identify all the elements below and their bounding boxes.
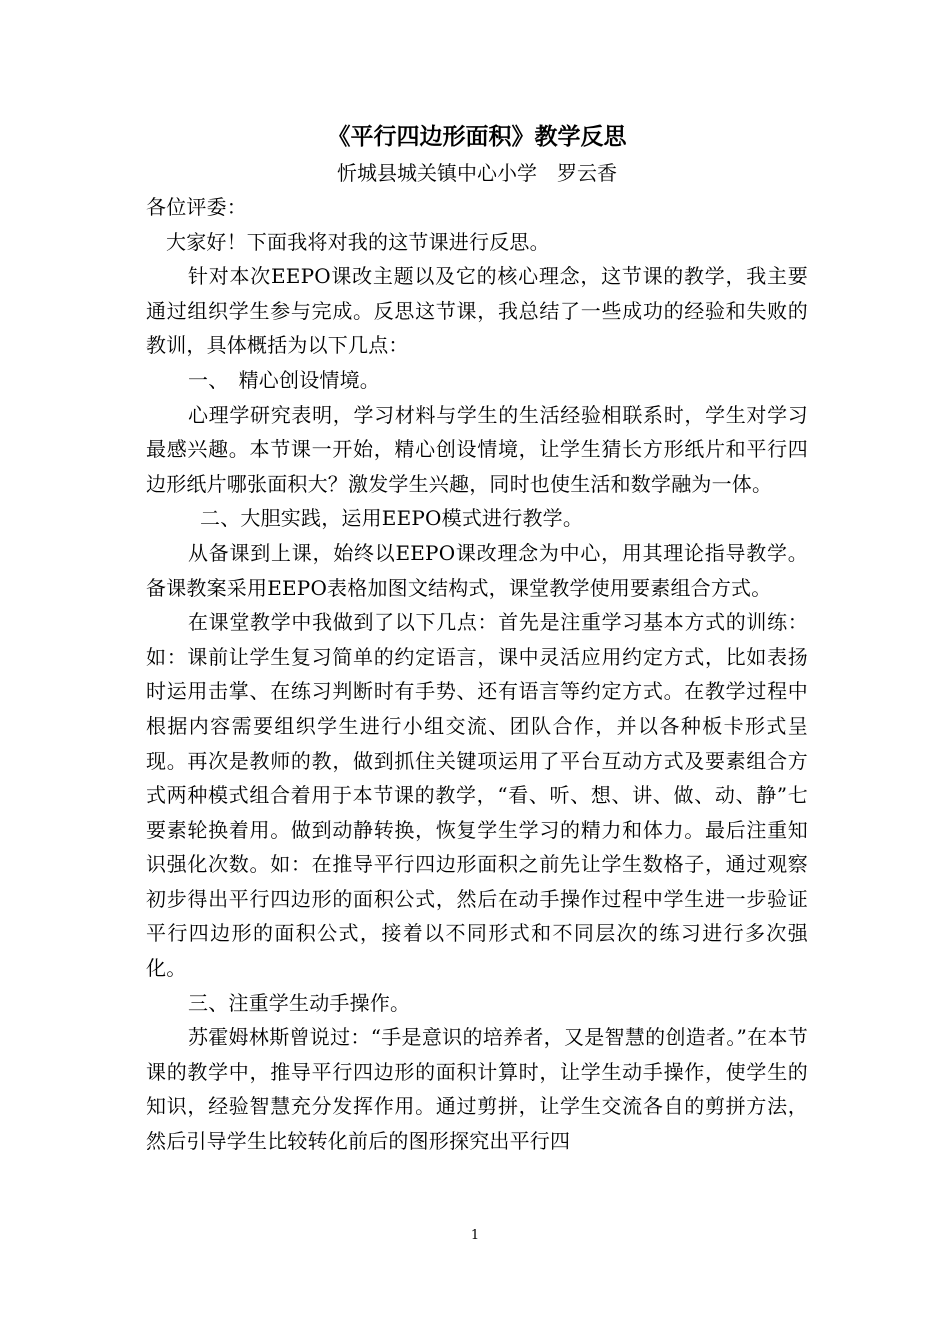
paragraph-section-1: 心理学研究表明，学习材料与学生的生活经验相联系时，学生对学习最感兴趣。本节课一开始，精心创设情境，让学生猜长方形纸片和平行四边形纸片哪张面积大？激发学生兴趣，同时也使生活和数学融为一体。 bbox=[146, 402, 808, 496]
section-heading-2: 二、大胆实践，运用EEPO模式进行教学。 bbox=[200, 506, 584, 531]
document-body bbox=[146, 118, 808, 1159]
paragraph-intro: 针对本次EEPO课改主题以及它的核心理念，这节课的教学，我主要通过组织学生参与完成。反思这节课，我总结了一些成功的经验和失败的教训，具体概括为以下几点： bbox=[146, 264, 808, 358]
paragraph-opening: 大家好！下面我将对我的这节课进行反思。 bbox=[166, 229, 550, 254]
paragraph-section-2b: 在课堂教学中我做到了以下几点：首先是注重学习基本方式的训练：如：课前让学生复习简单的约定语言，课中灵活应用约定方式，比如表扬时运用击掌、在练习判断时有手势、还有语言等约定方式。在教学过程中根据内容需要组织学生进行小组交流、团队合作，并以各种板卡形式呈现。再次是教师的教，做到抓住关键项运用了平台互动方式及要素组合方式两种模式组合着用于本节课的教学，“看、听、想、讲、做、动、静”七要素轮换着用。做到动静转换，恢复学生学习的精力和体力。最后注重知识强化次数。如：在推导平行四边形面积之前先让学生数格子，通过观察初步得出平行四边形的面积公式，然后在动手操作过程中学生进一步验证平行四边形的面积公式，接着以不同形式和不同层次的练习进行多次强化。 bbox=[146, 610, 808, 981]
paragraph-section-2a: 从备课到上课，始终以EEPO课改理念为中心，用其理论指导教学。备课教案采用EEPO表格加图文结构式，课堂教学使用要素组合方式。 bbox=[146, 540, 808, 600]
page-number: 1 bbox=[470, 1228, 480, 1243]
section-heading-3: 三、注重学生动手操作。 bbox=[188, 990, 411, 1015]
document-title: 《平行四边形面积》教学反思 bbox=[327, 123, 627, 150]
section-heading-1: 一、 精心创设情境。 bbox=[188, 367, 380, 392]
greeting: 各位评委： bbox=[146, 195, 247, 219]
paragraph-section-3: 苏霍姆林斯曾说过：“手是意识的培养者，又是智慧的创造者。”在本节课的教学中，推导平行四边形的面积计算时，让学生动手操作，使学生的知识，经验智慧充分发挥作用。通过剪拼，让学生交流各自的剪拼方法，然后引导学生比较转化前后的图形探究出平行四 bbox=[146, 1025, 808, 1154]
author-line: 忻城县城关镇中心小学 罗云香 bbox=[337, 161, 617, 185]
